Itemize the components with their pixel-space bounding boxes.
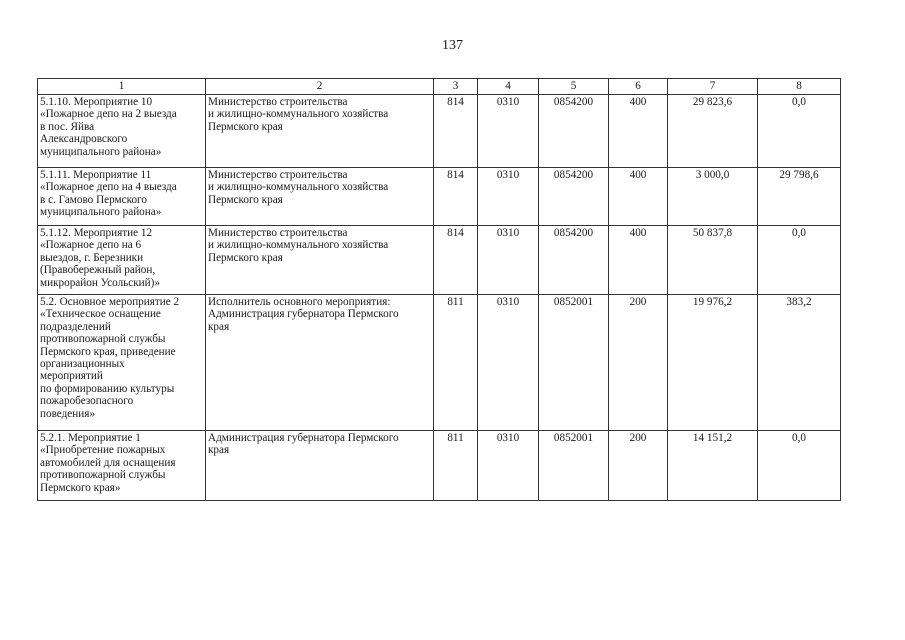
header-cell: 6 [609, 79, 668, 95]
table-row [38, 168, 841, 226]
amount-cell: 0,0 [758, 431, 841, 501]
code-cell: 814 [434, 168, 478, 226]
amount-cell: 0,0 [758, 226, 841, 295]
executor-cell: Исполнитель основного мероприятия: Администрация губернатора Пермского края [206, 295, 434, 431]
code-cell: 400 [609, 95, 668, 168]
code-cell: 400 [609, 168, 668, 226]
table-row [38, 226, 841, 295]
measure-name-cell: 5.1.10. Мероприятие 10 «Пожарное депо на 2 выезда в пос. Яйва Александровского муниципального района» [38, 95, 206, 168]
amount-cell: 14 151,2 [668, 431, 758, 501]
budget-table [37, 78, 841, 501]
header-cell: 4 [478, 79, 539, 95]
amount-cell: 0,0 [758, 95, 841, 168]
code-cell: 0852001 [539, 295, 609, 431]
code-cell: 0854200 [539, 168, 609, 226]
executor-cell: Министерство строительства и жилищно-коммунального хозяйства Пермского края [206, 226, 434, 295]
table-header-row [38, 79, 841, 95]
code-cell: 0310 [478, 168, 539, 226]
amount-cell: 50 837,8 [668, 226, 758, 295]
header-cell: 1 [38, 79, 206, 95]
page-number: 137 [442, 38, 463, 53]
header-cell: 2 [206, 79, 434, 95]
amount-cell: 29 823,6 [668, 95, 758, 168]
code-cell: 0310 [478, 95, 539, 168]
code-cell: 814 [434, 95, 478, 168]
code-cell: 0310 [478, 295, 539, 431]
code-cell: 400 [609, 226, 668, 295]
measure-name-cell: 5.1.12. Мероприятие 12 «Пожарное депо на 6 выездов, г. Березники (Правобережный район, микрорайон Усольский)» [38, 226, 206, 295]
code-cell: 0852001 [539, 431, 609, 501]
code-cell: 200 [609, 295, 668, 431]
header-cell: 5 [539, 79, 609, 95]
amount-cell: 383,2 [758, 295, 841, 431]
header-cell: 3 [434, 79, 478, 95]
code-cell: 0854200 [539, 95, 609, 168]
measure-name-cell: 5.2. Основное мероприятие 2 «Техническое оснащение подразделений противопожарной службы Пермского края, приведение организационных мероприятий по формированию культуры пожаробезопасного поведения» [38, 295, 206, 431]
table-row [38, 431, 841, 501]
amount-cell: 29 798,6 [758, 168, 841, 226]
table-row [38, 95, 841, 168]
code-cell: 811 [434, 431, 478, 501]
header-cell: 7 [668, 79, 758, 95]
executor-cell: Министерство строительства и жилищно-коммунального хозяйства Пермского края [206, 168, 434, 226]
amount-cell: 3 000,0 [668, 168, 758, 226]
header-cell: 8 [758, 79, 841, 95]
code-cell: 814 [434, 226, 478, 295]
code-cell: 811 [434, 295, 478, 431]
code-cell: 0854200 [539, 226, 609, 295]
table-row [38, 295, 841, 431]
executor-cell: Администрация губернатора Пермского края [206, 431, 434, 501]
code-cell: 200 [609, 431, 668, 501]
amount-cell: 19 976,2 [668, 295, 758, 431]
code-cell: 0310 [478, 226, 539, 295]
measure-name-cell: 5.1.11. Мероприятие 11 «Пожарное депо на 4 выезда в с. Гамово Пермского муниципального района» [38, 168, 206, 226]
code-cell: 0310 [478, 431, 539, 501]
measure-name-cell: 5.2.1. Мероприятие 1 «Приобретение пожарных автомобилей для оснащения противопожарной службы Пермского края» [38, 431, 206, 501]
executor-cell: Министерство строительства и жилищно-коммунального хозяйства Пермского края [206, 95, 434, 168]
